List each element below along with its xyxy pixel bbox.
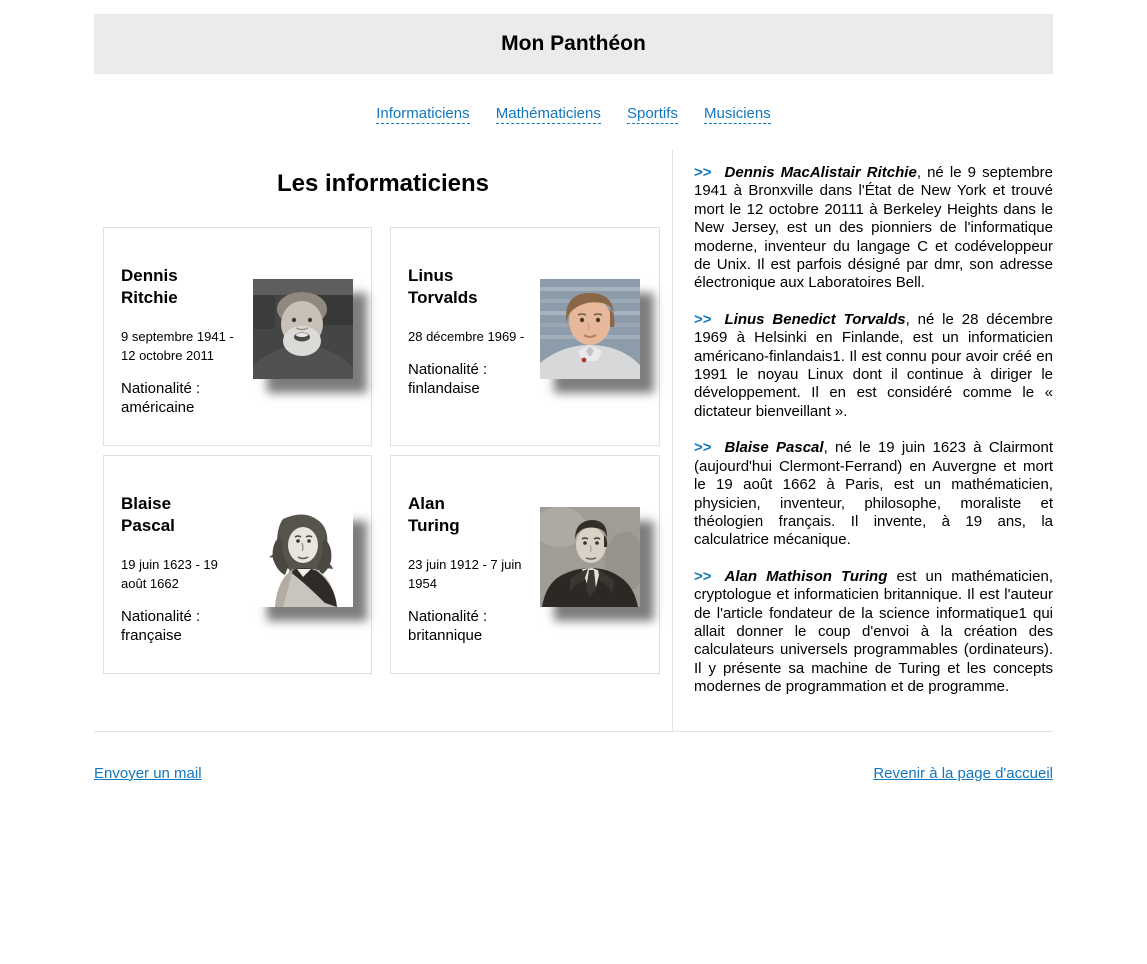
person-name (408, 265, 540, 309)
person-nationality (408, 360, 540, 398)
person-first-name: Alan (408, 494, 445, 513)
person-first-name: Blaise (121, 494, 172, 513)
card-text-block (121, 473, 253, 656)
person-last-name: Pascal (121, 516, 175, 535)
nationality-label: Nationalité : (408, 608, 488, 625)
bio-person-name: Alan Mathison Turing (724, 567, 888, 585)
chevrons-marker: >> (694, 310, 712, 328)
person-cards-grid (103, 227, 672, 674)
person-name (408, 493, 540, 537)
nationality-value: américaine (121, 399, 195, 416)
bio-person-name: Dennis MacAlistair Ritchie (724, 164, 917, 181)
nationality-value: finlandaise (408, 380, 480, 397)
bio-person-name: Linus Benedict Torvalds (724, 310, 906, 328)
bio-text: , né le 28 décembre 1969 à Helsinki en Finlande, est un informaticien américano-finlandais1. Il est connu pour avoir créé en 1991 le noyau Linux dont il continue à diriger le développement. Il en est considéré comme le « dictateur bienveillant ». (694, 310, 1053, 420)
person-first-name: Dennis (121, 266, 178, 285)
bio-paragraph-alan-turing (694, 568, 1053, 697)
page-title: Les informaticiens (276, 170, 490, 197)
site-title: Mon Panthéon (501, 32, 646, 55)
bio-paragraph-dennis-ritchie (694, 164, 1053, 293)
person-dates: 19 juin 1623 - 19 août 1662 (121, 557, 218, 591)
bio-text: , né le 9 septembre 1941 à Bronxville dans l'État de New York et trouvé mort le 12 octobre 20111 à Berkeley Heights dans le New Jersey, est un des pionniers de l'informatique moderne, inventeur du langage C et codéveloppeur de Unix. Il est parfois désigné par dmr, son adresse électronique aux Laboratoires Bell. (694, 164, 1053, 292)
person-dates: 28 décembre 1969 - (408, 329, 525, 344)
person-dates: 9 septembre 1941 - 12 octobre 2011 (121, 329, 234, 363)
nav-link-mathematiciens[interactable]: Mathématiciens (495, 105, 601, 122)
card-text-block (408, 473, 540, 656)
nav-link-sportifs[interactable]: Sportifs (627, 105, 678, 122)
bio-person-name: Blaise Pascal (724, 439, 824, 457)
card-text-block (121, 245, 253, 428)
person-card-blaise-pascal (103, 455, 372, 674)
page-footer (94, 731, 1053, 782)
nav-link-informaticiens[interactable]: Informaticiens (376, 105, 470, 122)
nationality-label: Nationalité : (121, 380, 201, 397)
dennis-ritchie-photo (253, 279, 353, 379)
person-card-alan-turing (390, 455, 660, 674)
main-nav (94, 105, 1053, 122)
page-container (94, 0, 1053, 950)
bio-paragraph-blaise-pascal (694, 439, 1053, 549)
nationality-value: française (121, 627, 182, 644)
alan-turing-photo (540, 507, 640, 607)
card-text-block (408, 245, 540, 428)
person-nationality (121, 607, 253, 645)
chevrons-marker: >> (694, 439, 712, 457)
linus-torvalds-photo (540, 279, 640, 379)
home-page-link[interactable]: Revenir à la page d'accueil (873, 764, 1053, 782)
person-nationality (408, 607, 540, 645)
bio-sidebar (672, 150, 1053, 731)
bio-text: est un mathématicien, cryptologue et informaticien britannique. Il est l'auteur de l'article fondateur de la science informatique1 qui allait donner le coup d'envoi à la création des calculateurs universels programmables (ordinateurs). Il y présente sa machine de Turing et les concepts modernes de programmation et de programme. (694, 567, 1053, 696)
bio-text: , né le 19 juin 1623 à Clairmont (aujourd'hui Clermont-Ferrand) en Auvergne et mort le 19 août 1662 à Paris, est un mathématicien, physicien, inventeur, philosophe, moraliste et théologien français. Il invente, à 19 ans, la calculatrice mécanique. (694, 439, 1053, 549)
person-card-dennis-ritchie (103, 227, 372, 446)
person-first-name: Linus (408, 266, 454, 285)
person-name (121, 493, 253, 537)
nationality-label: Nationalité : (121, 608, 201, 625)
nationality-value: britannique (408, 627, 483, 644)
person-name (121, 265, 253, 309)
site-header (94, 14, 1053, 74)
person-card-linus-torvalds (390, 227, 660, 446)
chevrons-marker: >> (694, 164, 712, 181)
bio-paragraph-linus-torvalds (694, 311, 1053, 421)
person-nationality (121, 379, 253, 417)
person-last-name: Turing (408, 516, 460, 535)
send-mail-link[interactable]: Envoyer un mail (94, 764, 202, 782)
person-last-name: Torvalds (408, 288, 478, 307)
person-last-name: Ritchie (121, 288, 178, 307)
person-dates: 23 juin 1912 - 7 juin 1954 (408, 557, 522, 591)
chevrons-marker: >> (694, 567, 712, 585)
content-row (94, 150, 1053, 731)
blaise-pascal-photo (253, 507, 353, 607)
main-section (94, 150, 672, 731)
nav-link-musiciens[interactable]: Musiciens (704, 105, 771, 122)
nationality-label: Nationalité : (408, 361, 488, 378)
